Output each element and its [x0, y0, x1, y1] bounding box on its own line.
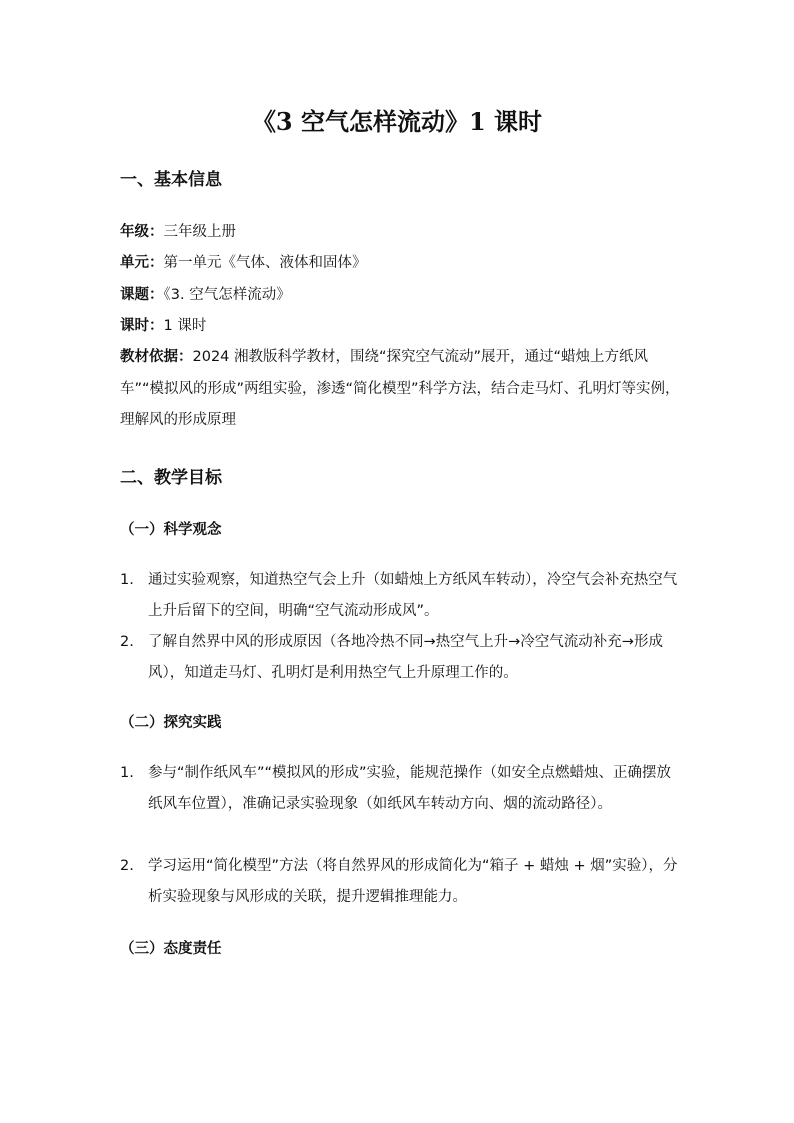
field-value: 2024 湘教版科学教材，围绕“探究空气流动”展开，通过“蜡烛上方纸风车”“模拟风的形成”两组实验，渗透“简化模型”科学方法，结合走马灯、孔明灯等实例，理解风的形成原理	[120, 349, 680, 428]
list-number: 1.	[120, 572, 134, 588]
subheading-science-concepts: （一）科学观念	[120, 522, 222, 538]
field-label: 年级：	[120, 224, 164, 240]
list-item	[120, 758, 684, 820]
list-item	[120, 627, 684, 689]
field-label: 单元：	[120, 255, 164, 271]
field-value: 1 课时	[163, 318, 207, 334]
list-number: 1.	[120, 765, 134, 781]
field-topic	[120, 280, 684, 312]
list-item	[120, 851, 684, 913]
section-heading-objectives: 二、教学目标	[120, 468, 222, 488]
section-heading-basic-info: 一、基本信息	[120, 170, 222, 190]
field-label: 教材依据：	[120, 349, 193, 365]
subheading-inquiry-practice: （二）探究实践	[120, 715, 222, 731]
field-grade	[120, 217, 684, 249]
field-value: 第一单元《气体、液体和固体》	[163, 255, 367, 271]
document-title: 《3 空气怎样流动》1 课时	[251, 107, 543, 136]
subheading-attitude-responsibility: （三）态度责任	[120, 941, 222, 957]
list-text: 了解自然界中风的形成原因（各地冷热不同→热空气上升→冷空气流动补充→形成风），知道走马灯、孔明灯是利用热空气上升原理工作的。	[148, 634, 663, 681]
list-number: 2.	[120, 634, 134, 650]
list-text: 学习运用“简化模型”方法（将自然界风的形成简化为“箱子 + 蜡烛 + 烟”实验），分析实验现象与风形成的关联，提升逻辑推理能力。	[148, 858, 678, 905]
field-value: 三年级上册	[163, 224, 236, 240]
field-value: 《3. 空气怎样流动》	[163, 287, 291, 303]
field-label: 课题：	[120, 287, 164, 303]
field-label: 课时：	[120, 318, 164, 334]
field-unit	[120, 248, 684, 280]
list-number: 2.	[120, 858, 134, 874]
list-item	[120, 565, 684, 627]
list-text: 通过实验观察，知道热空气会上升（如蜡烛上方纸风车转动），冷空气会补充热空气上升后留下的空间，明确“空气流动形成风”。	[148, 572, 678, 619]
field-textbook-basis	[120, 342, 684, 437]
list-text: 参与“制作纸风车”“模拟风的形成”实验，能规范操作（如安全点燃蜡烛、正确摆放纸风车位置），准确记录实验现象（如纸风车转动方向、烟的流动路径）。	[148, 765, 672, 812]
field-periods	[120, 311, 684, 343]
